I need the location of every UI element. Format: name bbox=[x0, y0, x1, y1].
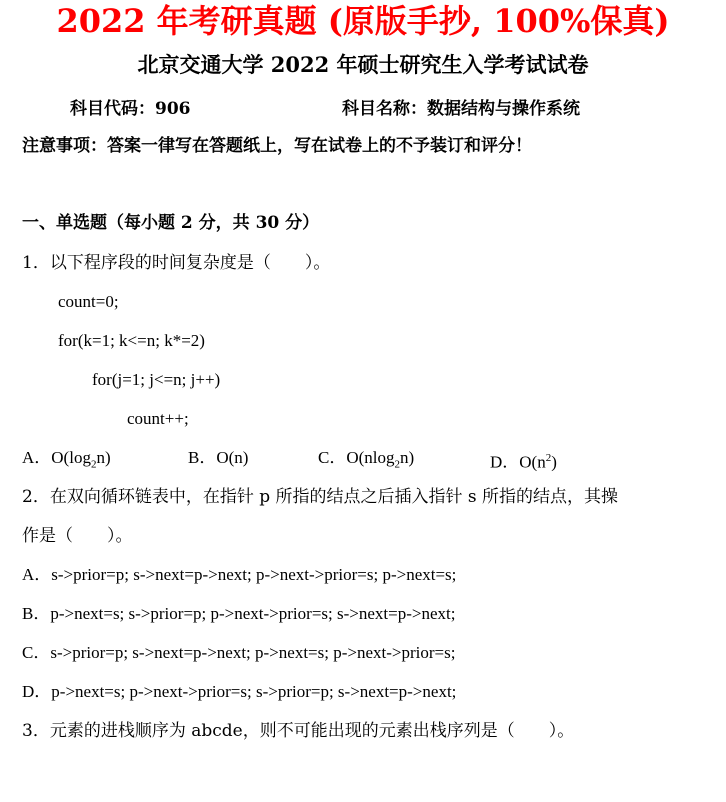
choice-b bbox=[188, 446, 248, 470]
question-1-stem: 1．以下程序段的时间复杂度是（ ）。 bbox=[22, 253, 331, 273]
choice-letter: A． bbox=[22, 448, 52, 467]
code-line: for(k=1; k<=n; k*=2) bbox=[58, 331, 205, 350]
choice-text: O(log bbox=[51, 448, 91, 467]
choice-text: O(n bbox=[519, 452, 546, 472]
subject-code: 科目代码：906 bbox=[70, 99, 191, 119]
choice-text: O(nlog bbox=[346, 448, 395, 467]
choice-text: ) bbox=[551, 452, 557, 472]
choice-text: O(n) bbox=[216, 448, 249, 467]
choice-letter: C． bbox=[318, 448, 347, 467]
banner-title: 2022 年考研真题 (原版手抄, 100%保真) bbox=[56, 2, 670, 40]
subject-name: 科目名称：数据结构与操作系统 bbox=[342, 99, 580, 119]
option-a: A．s->prior=p; s->next=p->next; p->next->prior=s; p->next=s; bbox=[22, 565, 457, 584]
choice-subscript: 2 bbox=[90, 458, 97, 471]
choice-text: n) bbox=[96, 448, 111, 467]
exam-title: 北京交通大学 2022 年硕士研究生入学考试试卷 bbox=[137, 52, 589, 77]
choice-text: n) bbox=[400, 448, 415, 467]
code-line: count=0; bbox=[58, 292, 119, 311]
question-2-stem: 2．在双向循环链表中，在指针 p 所指的结点之后插入指针 s 所指的结点，其操 bbox=[22, 487, 619, 507]
question-2-stem-cont: 作是（ ）。 bbox=[22, 526, 133, 546]
choice-letter: D． bbox=[490, 452, 520, 472]
question-3-stem: 3．元素的进栈顺序为 abcde，则不可能出现的元素出栈序列是（ ）。 bbox=[22, 721, 575, 741]
choice-letter: B． bbox=[188, 448, 217, 467]
choice-superscript: 2 bbox=[545, 452, 552, 464]
option-b: B．p->next=s; s->prior=p; p->next->prior=s; s->next=p->next; bbox=[22, 604, 456, 623]
choice-a bbox=[22, 446, 111, 476]
option-d: D．p->next=s; p->next->prior=s; s->prior=p; s->next=p->next; bbox=[22, 682, 457, 701]
code-line: for(j=1; j<=n; j++) bbox=[92, 370, 221, 389]
question-1-choices bbox=[22, 446, 722, 472]
choice-d bbox=[490, 446, 557, 475]
option-c: C．s->prior=p; s->next=p->next; p->next=s; p->next->prior=s; bbox=[22, 643, 456, 662]
choice-subscript: 2 bbox=[394, 458, 401, 471]
code-line: count++; bbox=[127, 409, 189, 428]
exam-notice: 注意事项：答案一律写在答题纸上，写在试卷上的不予装订和评分！ bbox=[22, 136, 532, 156]
choice-c bbox=[318, 446, 414, 476]
section-heading: 一、单选题（每小题 2 分，共 30 分） bbox=[22, 213, 320, 233]
